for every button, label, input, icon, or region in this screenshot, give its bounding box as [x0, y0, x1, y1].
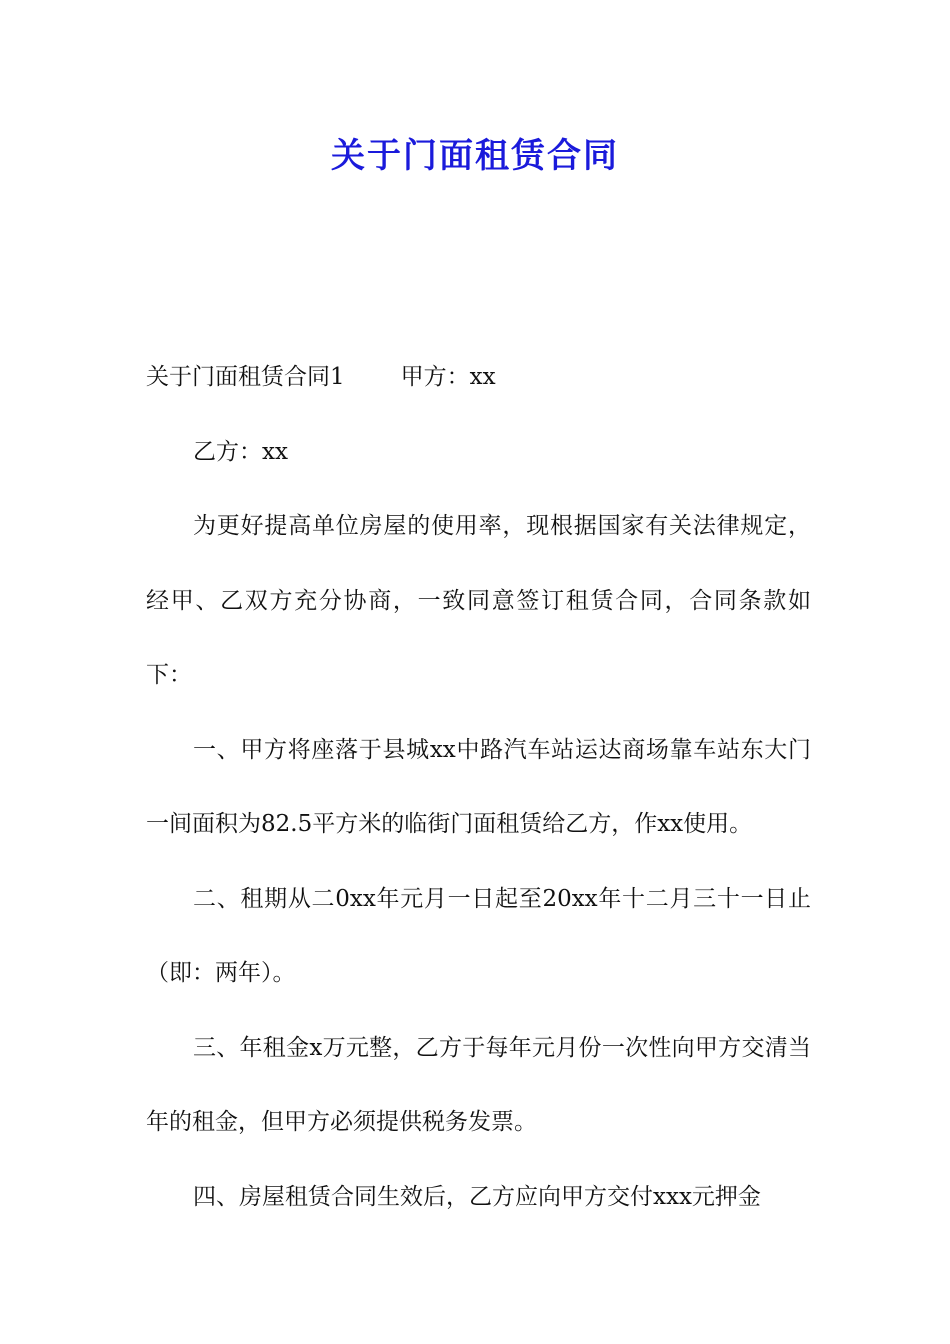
- document-title: 关于门面租赁合同: [331, 136, 619, 176]
- party-a: 甲方：xx: [400, 364, 496, 390]
- clause-1: 一、甲方将座落于县城xx中路汽车站运达商场靠车站东大门一间面积为82.5平方米的临街门面租赁给乙方，作xx使用。: [146, 736, 811, 837]
- document-body: [146, 340, 811, 1234]
- heading-line: [146, 340, 811, 415]
- section-heading: 关于门面租赁合同1: [146, 364, 345, 390]
- clause-4: 四、房屋租赁合同生效后，乙方应向甲方交付xxx元押金: [193, 1183, 761, 1210]
- clause-2: 二、租期从二0xx年元月一日起至20xx年十二月三十一日止（即：两年）。: [146, 885, 811, 986]
- preamble-paragraph: 为更好提高单位房屋的使用率，现根据国家有关法律规定，经甲、乙双方充分协商，一致同意签订租赁合同，合同条款如下：: [146, 513, 811, 688]
- party-b: 乙方：xx: [193, 438, 288, 465]
- clause-3: 三、年租金x万元整，乙方于每年元月份一次性向甲方交清当年的租金，但甲方必须提供税务发票。: [146, 1034, 811, 1135]
